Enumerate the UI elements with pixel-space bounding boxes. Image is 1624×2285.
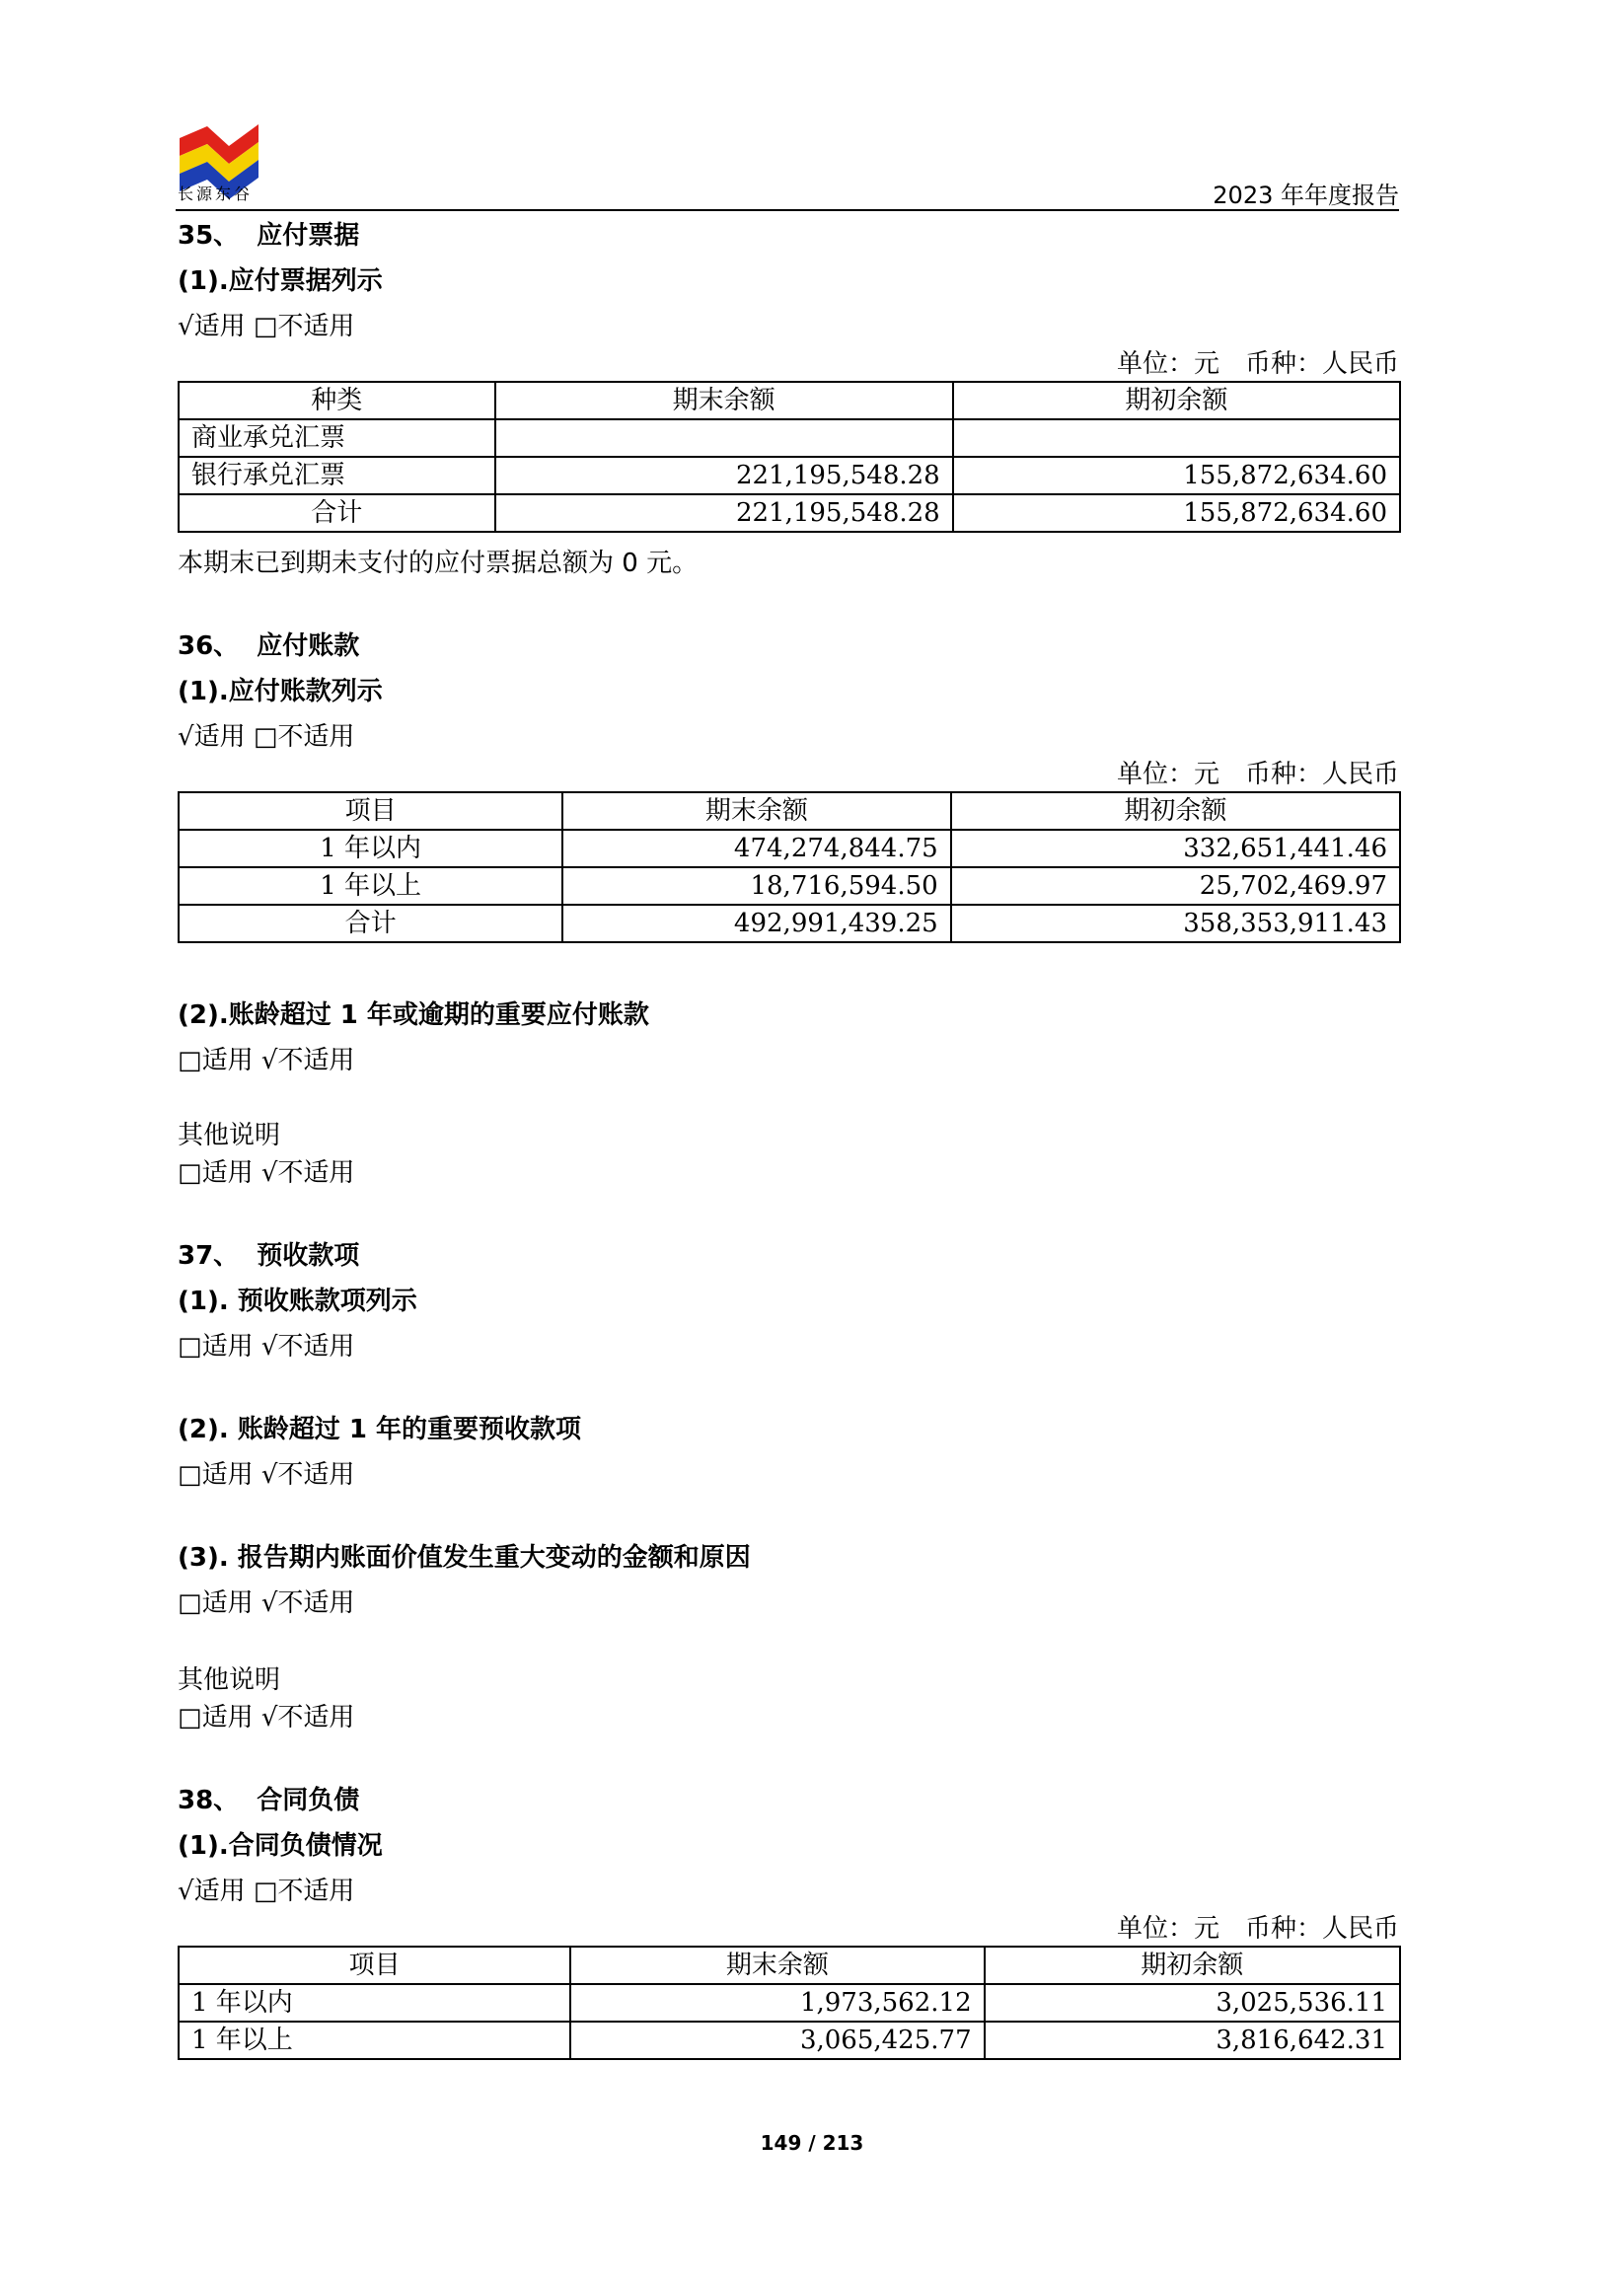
section-38-heading (178, 1780, 359, 1816)
table-header-cell: 期初余额 (951, 792, 1400, 830)
table-header-cell: 期初余额 (953, 382, 1400, 419)
table-total-row (179, 905, 1400, 942)
section-37-sub1-applicable: □适用 √不适用 (178, 1332, 355, 1362)
notes-payable-table (178, 381, 1401, 533)
header-divider (176, 209, 1399, 211)
table-cell: 合计 (179, 905, 562, 942)
section-38-title: 合同负债 (257, 1786, 360, 1815)
table-cell: 221,195,548.28 (495, 494, 953, 532)
section-35-heading (178, 215, 359, 252)
table-header-row (179, 1947, 1400, 1984)
section-38-number: 38、 (178, 1786, 240, 1815)
section-35-unit: 单位：元 币种：人民币 (1116, 349, 1399, 379)
table-cell (495, 419, 953, 457)
table-cell: 492,991,439.25 (562, 905, 951, 942)
table-row (179, 830, 1400, 867)
table-cell: 1 年以内 (179, 1984, 570, 2022)
table-row (179, 867, 1400, 905)
table-cell: 358,353,911.43 (951, 905, 1400, 942)
table-cell (953, 419, 1400, 457)
section-37-heading (178, 1235, 359, 1272)
table-cell: 1,973,562.12 (570, 1984, 984, 2022)
section-36-heading (178, 626, 359, 662)
section-35-title: 应付票据 (257, 221, 360, 251)
table-cell: 3,065,425.77 (570, 2022, 984, 2059)
table-cell: 1 年以内 (179, 830, 562, 867)
table-cell: 25,702,469.97 (951, 867, 1400, 905)
table-cell: 合计 (179, 494, 495, 532)
section-35-applicable: √适用 □不适用 (178, 312, 355, 341)
table-row (179, 419, 1400, 457)
section-37-sub2-applicable: □适用 √不适用 (178, 1460, 355, 1490)
section-37-sub3-applicable: □适用 √不适用 (178, 1588, 355, 1618)
table-header-cell: 期初余额 (985, 1947, 1400, 1984)
table-header-cell: 期末余额 (570, 1947, 984, 1984)
table-row (179, 457, 1400, 494)
table-cell: 155,872,634.60 (953, 494, 1400, 532)
section-37-other-applicable: □适用 √不适用 (178, 1703, 355, 1732)
logo-caption: 长源东谷 (178, 184, 254, 203)
section-36-subheading-2: (2).账龄超过 1 年或逾期的重要应付账款 (178, 1000, 649, 1030)
table-cell: 474,274,844.75 (562, 830, 951, 867)
section-36-applicable: √适用 □不适用 (178, 722, 355, 752)
section-37-number: 37、 (178, 1241, 240, 1271)
section-37-title: 预收款项 (257, 1241, 360, 1271)
table-row (179, 2022, 1400, 2059)
table-header-cell: 期末余额 (562, 792, 951, 830)
table-row (179, 1984, 1400, 2022)
section-37-subheading-1: (1). 预收账款项列示 (178, 1287, 417, 1316)
table-cell: 商业承兑汇票 (179, 419, 495, 457)
section-36-title: 应付账款 (257, 631, 360, 661)
table-cell: 18,716,594.50 (562, 867, 951, 905)
table-header-cell: 期末余额 (495, 382, 953, 419)
report-title: 2023 年年度报告 (1213, 182, 1399, 209)
table-total-row (179, 494, 1400, 532)
table-cell: 银行承兑汇票 (179, 457, 495, 494)
table-header-cell: 项目 (179, 1947, 570, 1984)
table-cell: 1 年以上 (179, 2022, 570, 2059)
table-header-cell: 种类 (179, 382, 495, 419)
accounts-payable-table (178, 791, 1401, 943)
section-38-applicable: √适用 □不适用 (178, 1877, 355, 1906)
section-36-subheading: (1).应付账款列示 (178, 677, 383, 706)
table-cell: 155,872,634.60 (953, 457, 1400, 494)
table-cell: 332,651,441.46 (951, 830, 1400, 867)
section-36-sub2-applicable: □适用 √不适用 (178, 1046, 355, 1075)
section-35-subheading: (1).应付票据列示 (178, 266, 383, 296)
section-36-unit: 单位：元 币种：人民币 (1116, 760, 1399, 789)
table-cell: 3,025,536.11 (985, 1984, 1400, 2022)
page-number: 149 / 213 (760, 2131, 864, 2155)
section-37-subheading-3: (3). 报告期内账面价值发生重大变动的金额和原因 (178, 1543, 751, 1573)
table-header-cell: 项目 (179, 792, 562, 830)
section-38-subheading: (1).合同负债情况 (178, 1831, 383, 1861)
section-38-unit: 单位：元 币种：人民币 (1116, 1914, 1399, 1944)
table-cell: 3,816,642.31 (985, 2022, 1400, 2059)
section-35-note: 本期末已到期未支付的应付票据总额为 0 元。 (178, 549, 699, 578)
table-cell: 1 年以上 (179, 867, 562, 905)
section-35-number: 35、 (178, 221, 240, 251)
table-header-row (179, 382, 1400, 419)
section-36-number: 36、 (178, 631, 240, 661)
contract-liabilities-table (178, 1946, 1401, 2060)
section-36-other-applicable: □适用 √不适用 (178, 1158, 355, 1188)
table-cell: 221,195,548.28 (495, 457, 953, 494)
section-37-subheading-2: (2). 账龄超过 1 年的重要预收款项 (178, 1415, 581, 1444)
section-36-other-label: 其他说明 (178, 1121, 281, 1150)
section-37-other-label: 其他说明 (178, 1665, 281, 1695)
table-header-row (179, 792, 1400, 830)
